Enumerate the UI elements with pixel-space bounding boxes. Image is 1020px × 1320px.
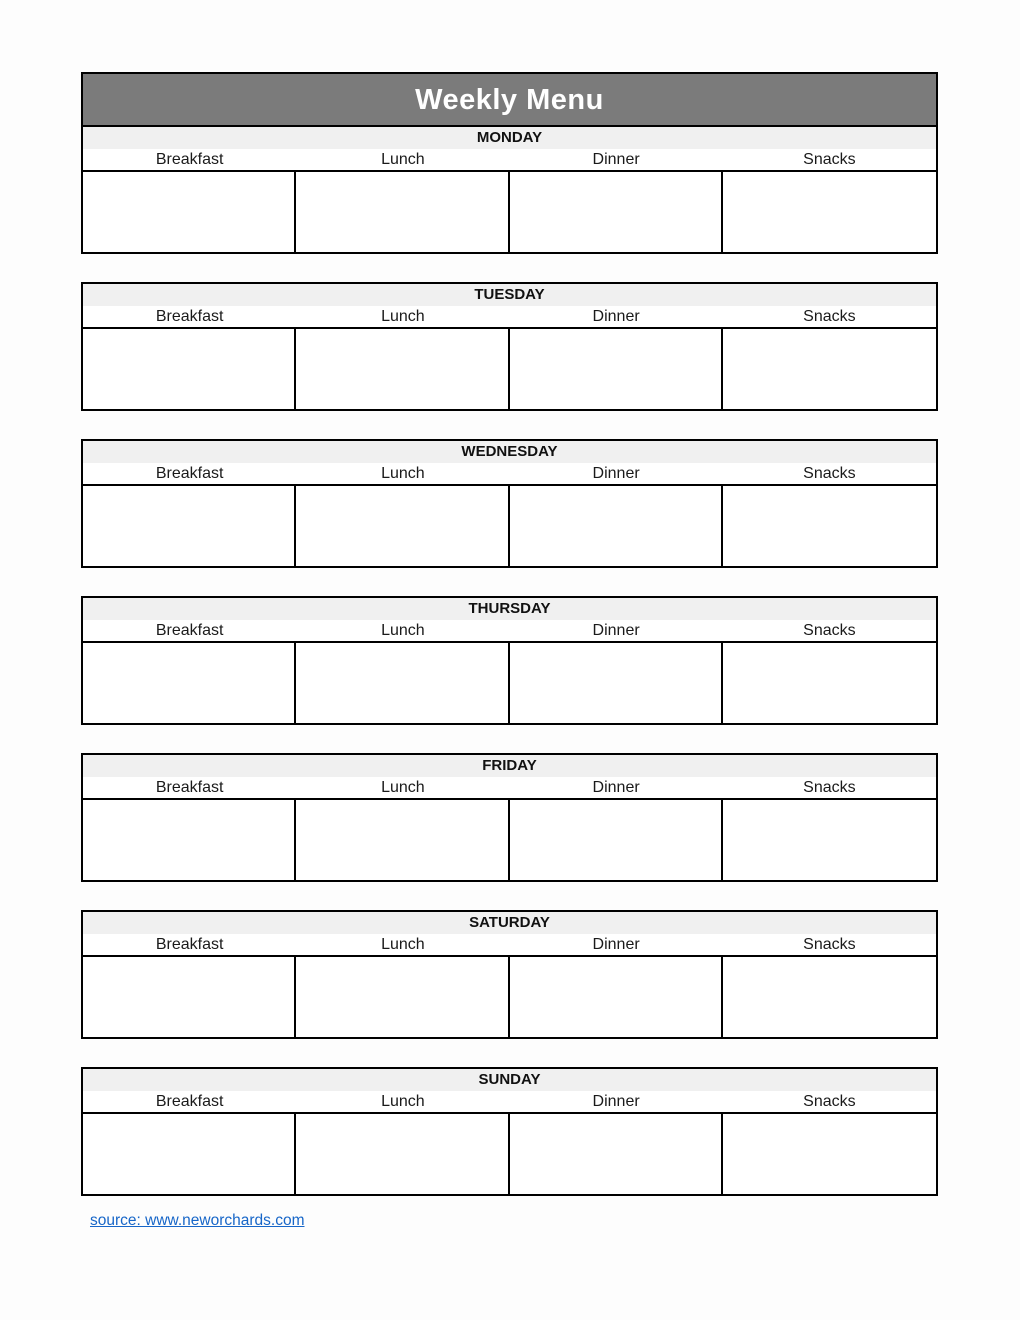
- sunday-breakfast-cell[interactable]: [83, 1114, 296, 1194]
- friday-snacks-cell[interactable]: [723, 800, 936, 880]
- meal-header-lunch: Lunch: [381, 1093, 425, 1110]
- monday-lunch-cell[interactable]: [296, 172, 509, 252]
- thursday-breakfast-cell[interactable]: [83, 643, 296, 723]
- day-section-saturday: [81, 910, 938, 1039]
- monday-dinner-cell[interactable]: [510, 172, 723, 252]
- meal-header-dinner: Dinner: [592, 622, 640, 639]
- saturday-lunch-cell[interactable]: [296, 957, 509, 1037]
- meal-header-breakfast: Breakfast: [155, 1093, 224, 1110]
- meal-header-dinner: Dinner: [592, 779, 640, 796]
- meal-header-snacks: Snacks: [803, 465, 856, 482]
- day-label: THURSDAY: [83, 598, 936, 620]
- meal-header-breakfast: Breakfast: [155, 622, 224, 639]
- thursday-snacks-cell[interactable]: [723, 643, 936, 723]
- wednesday-breakfast-cell[interactable]: [83, 486, 296, 566]
- page-title: Weekly Menu: [81, 72, 938, 125]
- tuesday-lunch-cell[interactable]: [296, 329, 509, 409]
- meal-cell-row: [83, 329, 936, 409]
- meal-header-breakfast: Breakfast: [155, 308, 224, 325]
- meal-header-row: [83, 149, 936, 172]
- meal-header-row: [83, 777, 936, 800]
- day-label: FRIDAY: [83, 755, 936, 777]
- day-label: SUNDAY: [83, 1069, 936, 1091]
- friday-dinner-cell[interactable]: [510, 800, 723, 880]
- wednesday-dinner-cell[interactable]: [510, 486, 723, 566]
- friday-lunch-cell[interactable]: [296, 800, 509, 880]
- meal-cell-row: [83, 643, 936, 723]
- thursday-lunch-cell[interactable]: [296, 643, 509, 723]
- meal-header-dinner: Dinner: [592, 151, 640, 168]
- meal-header-row: [83, 934, 936, 957]
- meal-cell-row: [83, 1114, 936, 1194]
- meal-header-dinner: Dinner: [592, 465, 640, 482]
- meal-header-snacks: Snacks: [803, 1093, 856, 1110]
- meal-header-snacks: Snacks: [803, 936, 856, 953]
- tuesday-snacks-cell[interactable]: [723, 329, 936, 409]
- day-section-wednesday: [81, 439, 938, 568]
- meal-header-row: [83, 620, 936, 643]
- day-section-sunday: [81, 1067, 938, 1196]
- day-section-thursday: [81, 596, 938, 725]
- sunday-snacks-cell[interactable]: [723, 1114, 936, 1194]
- day-section-monday: [81, 125, 938, 254]
- day-section-friday: [81, 753, 938, 882]
- day-label: MONDAY: [83, 127, 936, 149]
- meal-header-snacks: Snacks: [803, 308, 856, 325]
- meal-header-snacks: Snacks: [803, 622, 856, 639]
- meal-header-breakfast: Breakfast: [155, 779, 224, 796]
- tuesday-breakfast-cell[interactable]: [83, 329, 296, 409]
- meal-header-row: [83, 1091, 936, 1114]
- day-label: SATURDAY: [83, 912, 936, 934]
- monday-snacks-cell[interactable]: [723, 172, 936, 252]
- meal-header-dinner: Dinner: [592, 936, 640, 953]
- saturday-breakfast-cell[interactable]: [83, 957, 296, 1037]
- meal-header-lunch: Lunch: [381, 622, 425, 639]
- day-label: TUESDAY: [83, 284, 936, 306]
- meal-header-lunch: Lunch: [381, 465, 425, 482]
- meal-cell-row: [83, 172, 936, 252]
- meal-header-lunch: Lunch: [381, 936, 425, 953]
- meal-header-row: [83, 306, 936, 329]
- monday-breakfast-cell[interactable]: [83, 172, 296, 252]
- saturday-dinner-cell[interactable]: [510, 957, 723, 1037]
- wednesday-snacks-cell[interactable]: [723, 486, 936, 566]
- document-page: [81, 72, 938, 1230]
- meal-header-row: [83, 463, 936, 486]
- meal-cell-row: [83, 800, 936, 880]
- meal-header-snacks: Snacks: [803, 151, 856, 168]
- meal-header-lunch: Lunch: [381, 151, 425, 168]
- meal-header-lunch: Lunch: [381, 308, 425, 325]
- meal-header-breakfast: Breakfast: [155, 465, 224, 482]
- day-section-tuesday: [81, 282, 938, 411]
- meal-header-dinner: Dinner: [592, 1093, 640, 1110]
- sunday-lunch-cell[interactable]: [296, 1114, 509, 1194]
- sunday-dinner-cell[interactable]: [510, 1114, 723, 1194]
- meal-header-dinner: Dinner: [592, 308, 640, 325]
- tuesday-dinner-cell[interactable]: [510, 329, 723, 409]
- thursday-dinner-cell[interactable]: [510, 643, 723, 723]
- source-link[interactable]: source: www.neworchards.com: [90, 1212, 305, 1229]
- wednesday-lunch-cell[interactable]: [296, 486, 509, 566]
- meal-cell-row: [83, 957, 936, 1037]
- meal-cell-row: [83, 486, 936, 566]
- meal-header-lunch: Lunch: [381, 779, 425, 796]
- meal-header-breakfast: Breakfast: [155, 151, 224, 168]
- day-label: WEDNESDAY: [83, 441, 936, 463]
- friday-breakfast-cell[interactable]: [83, 800, 296, 880]
- meal-header-breakfast: Breakfast: [155, 936, 224, 953]
- meal-header-snacks: Snacks: [803, 779, 856, 796]
- saturday-snacks-cell[interactable]: [723, 957, 936, 1037]
